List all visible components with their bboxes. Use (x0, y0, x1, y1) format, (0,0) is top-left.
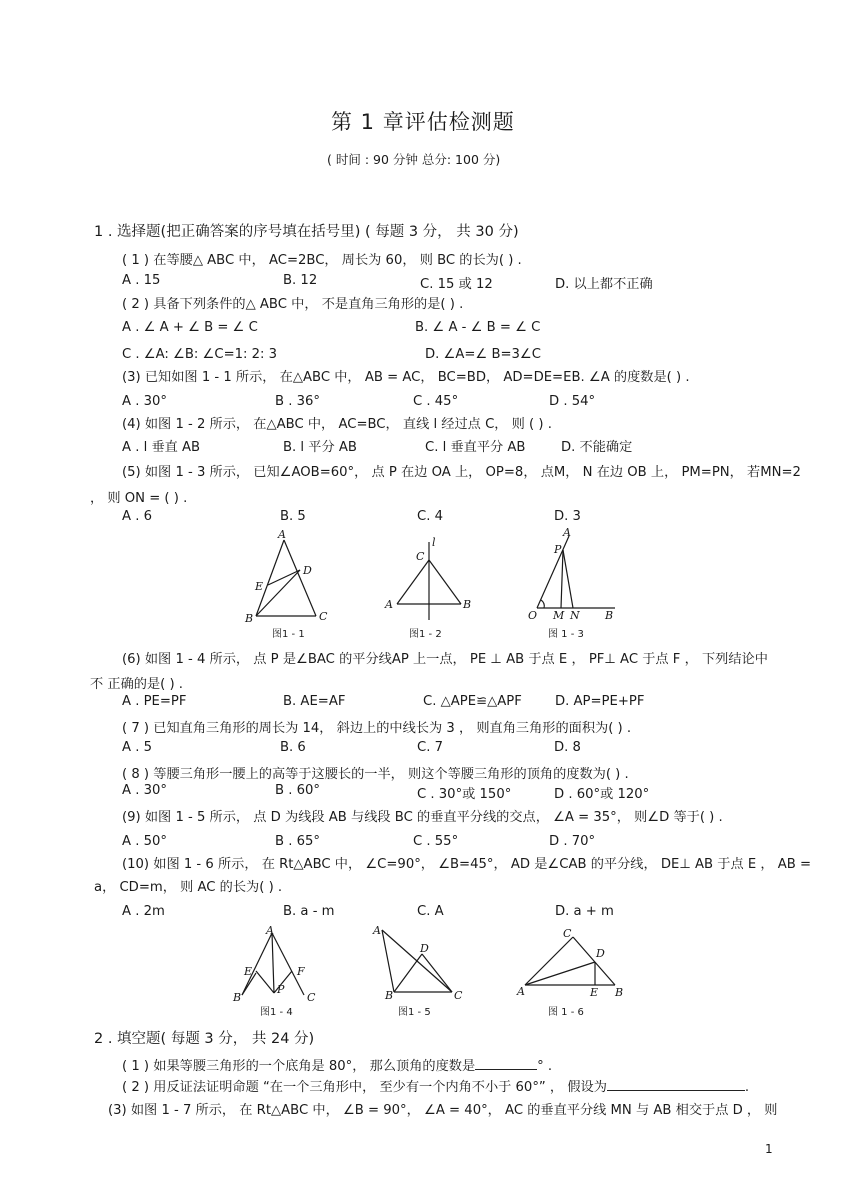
q5-stem-line1: (5) 如图 1 - 3 所示， 已知∠AOB=60°， 点 P 在边 OA 上， OP=8， 点M， N 在边 OB 上， PM=PN， 若MN=2 (122, 465, 801, 480)
q4-option-a: A . l 垂直 AB (122, 440, 201, 455)
q7-option-c: C. 7 (417, 740, 443, 755)
fig4-label-p: P (277, 983, 285, 996)
q1-option-b: B. 12 (283, 273, 318, 288)
q4-option-c: C. l 垂直平分 AB (425, 440, 526, 455)
fig4-label-a: A (266, 924, 274, 937)
fig5-label-c: C (454, 989, 463, 1002)
q8-option-b: B . 60° (275, 783, 320, 798)
fig2-label-b: B (463, 598, 472, 611)
q3-option-c: C . 45° (413, 394, 459, 409)
fig3-label-p: P (554, 543, 562, 556)
q4-option-d: D. 不能确定 (561, 440, 633, 455)
page-number: 1 (765, 1142, 773, 1156)
q5-option-a: A . 6 (122, 509, 152, 524)
q9-option-d: D . 70° (549, 834, 596, 849)
q6-option-a: A . PE=PF (122, 694, 187, 709)
fig1-label-b: B (245, 612, 254, 625)
q8-option-d: D . 60°或 120° (554, 787, 650, 802)
fig3-label-b: B (605, 609, 614, 622)
q3-option-a: A . 30° (122, 394, 167, 409)
fig6-label-d: D (596, 947, 605, 960)
q2-option-a: A . ∠ A + ∠ B = ∠ C (122, 320, 258, 335)
q9-option-c: C . 55° (413, 834, 459, 849)
q10-option-a: A . 2m (122, 904, 165, 919)
fill-q1 (122, 1055, 552, 1074)
q5-option-c: C. 4 (417, 509, 443, 524)
figure-1-3 (525, 528, 625, 623)
q6-option-c: C. △APE≌△APF (423, 694, 522, 709)
fill-q1-answer-blank[interactable] (475, 1057, 537, 1070)
q9-option-a: A . 50° (122, 834, 167, 849)
caption-fig-1-3: 图 1 - 3 (548, 629, 584, 640)
caption-fig-1-1: 图1 - 1 (272, 629, 305, 640)
q3-option-d: D . 54° (549, 394, 596, 409)
fig5-label-a: A (373, 924, 381, 937)
caption-fig-1-2: 图1 - 2 (409, 629, 442, 640)
figure-1-1 (240, 530, 340, 625)
q9-option-b: B . 65° (275, 834, 320, 849)
fig1-label-d: D (303, 564, 312, 577)
fig6-label-c: C (563, 927, 572, 940)
fig2-label-l: l (432, 536, 436, 549)
section1-heading: 1 . 选择题(把正确答案的序号填在括号里) ( 每题 3 分， 共 30 分) (94, 224, 519, 240)
caption-fig-1-5: 图1 - 5 (398, 1007, 431, 1018)
q6-option-b: B. AE=AF (283, 694, 346, 709)
figure-1-6 (515, 925, 630, 1000)
q3-option-b: B . 36° (275, 394, 320, 409)
q6-stem-line1: (6) 如图 1 - 4 所示， 点 P 是∠BAC 的平分线AP 上一点， PE ⊥ AB 于点 E ， PF⊥ AC 于点 F ， 下列结论中 (122, 652, 768, 667)
caption-fig-1-4: 图1 - 4 (260, 1007, 293, 1018)
q10-stem-line2: a， CD=m， 则 AC 的长为( ) . (94, 880, 283, 895)
q10-option-d: D. a + m (555, 904, 614, 919)
fill-q2 (122, 1076, 749, 1095)
q1-stem: ( 1 ) 在等腰△ ABC 中， AC=2BC， 周长为 60， 则 BC 的长为( ) . (122, 253, 522, 268)
figure-1-2 (382, 538, 477, 623)
fig5-label-b: B (385, 989, 394, 1002)
q8-option-a: A . 30° (122, 783, 167, 798)
fig2-label-c: C (416, 550, 425, 563)
q7-option-a: A . 5 (122, 740, 152, 755)
q7-stem: ( 7 ) 已知直角三角形的周长为 14， 斜边上的中线长为 3 ， 则直角三角形的面积为( ) . (122, 721, 632, 736)
q8-stem: ( 8 ) 等腰三角形一腰上的高等于这腰长的一半， 则这个等腰三角形的顶角的度数为( ) . (122, 767, 629, 782)
fig4-label-f: F (297, 965, 305, 978)
fig3-label-m: M (553, 609, 565, 622)
q3-stem: (3) 已知如图 1 - 1 所示， 在△ABC 中， AB = AC， BC=BD， AD=DE=EB. ∠A 的度数是( ) . (122, 370, 690, 385)
q2-option-c: C . ∠A: ∠B: ∠C=1: 2: 3 (122, 347, 278, 362)
fig6-label-e: E (590, 986, 599, 999)
caption-fig-1-6: 图 1 - 6 (548, 1007, 584, 1018)
fig2-label-a: A (385, 598, 393, 611)
fill-q3-stem: (3) 如图 1 - 7 所示， 在 Rt△ABC 中， ∠B = 90°， ∠A = 40°， AC 的垂直平分线 MN 与 AB 相交于点 D ， 则 (108, 1103, 778, 1118)
q2-stem: ( 2 ) 具备下列条件的△ ABC 中， 不是直角三角形的是( ) . (122, 297, 464, 312)
section2-heading: 2 . 填空题( 每题 3 分， 共 24 分) (94, 1031, 315, 1047)
page-title: 第 1 章评估检测题 (331, 110, 515, 134)
q10-option-c: C. A (417, 904, 444, 919)
fig3-label-o: O (528, 609, 538, 622)
fill-q1-stem-after: ° . (537, 1059, 553, 1074)
q5-option-d: D. 3 (554, 509, 581, 524)
q6-option-d: D. AP=PE+PF (555, 694, 645, 709)
fill-q1-stem-before: ( 1 ) 如果等腰三角形的一个底角是 80°， 那么顶角的度数是 (122, 1059, 476, 1074)
q1-option-d: D. 以上都不正确 (555, 277, 653, 292)
q2-option-b: B. ∠ A - ∠ B = ∠ C (415, 320, 541, 335)
fig5-label-d: D (420, 942, 429, 955)
fill-q2-stem-after: . (744, 1080, 750, 1095)
fill-q2-answer-blank[interactable] (607, 1078, 745, 1091)
fig1-label-a: A (278, 528, 286, 541)
q9-stem: (9) 如图 1 - 5 所示， 点 D 为线段 AB 与线段 BC 的垂直平分线的交点， ∠A = 35°， 则∠D 等于( ) . (122, 810, 723, 825)
q7-option-d: D. 8 (554, 740, 581, 755)
q4-option-b: B. l 平分 AB (283, 440, 357, 455)
q4-stem: (4) 如图 1 - 2 所示， 在△ABC 中， AC=BC， 直线 l 经过点 C， 则 ( ) . (122, 417, 552, 432)
q5-stem-line2: ， 则 ON = ( ) . (90, 491, 188, 506)
page-subtitle: ( 时间 : 90 分钟 总分: 100 分) (327, 152, 501, 167)
fig3-label-n: N (570, 609, 580, 622)
fig1-label-c: C (319, 610, 328, 623)
fig3-label-a: A (563, 526, 571, 539)
fill-q2-stem-before: ( 2 ) 用反证法证明命题 “在一个三角形中， 至少有一个内角不小于 60°” ， 假设为 (122, 1080, 607, 1095)
q2-option-d: D. ∠A=∠ B=3∠C (425, 347, 541, 362)
fig6-label-b: B (615, 986, 624, 999)
q7-option-b: B. 6 (280, 740, 306, 755)
fig4-label-c: C (307, 991, 316, 1004)
figure-1-5 (370, 922, 470, 1000)
q5-option-b: B. 5 (280, 509, 306, 524)
q6-stem-line2: 不 正确的是( ) . (90, 677, 183, 692)
q10-stem-line1: (10) 如图 1 - 6 所示， 在 Rt△ABC 中， ∠C=90°， ∠B=45°， AD 是∠CAB 的平分线， DE⊥ AB 于点 E ， AB = (122, 857, 812, 872)
q8-option-c: C . 30°或 150° (417, 787, 512, 802)
fig1-label-e: E (255, 580, 264, 593)
q1-option-c: C. 15 或 12 (420, 277, 493, 292)
q10-option-b: B. a - m (283, 904, 335, 919)
q1-option-a: A . 15 (122, 273, 161, 288)
fig6-label-a: A (517, 985, 525, 998)
fig4-label-e: E (244, 965, 253, 978)
figure-1-4 (230, 924, 325, 1004)
fig4-label-b: B (233, 991, 242, 1004)
